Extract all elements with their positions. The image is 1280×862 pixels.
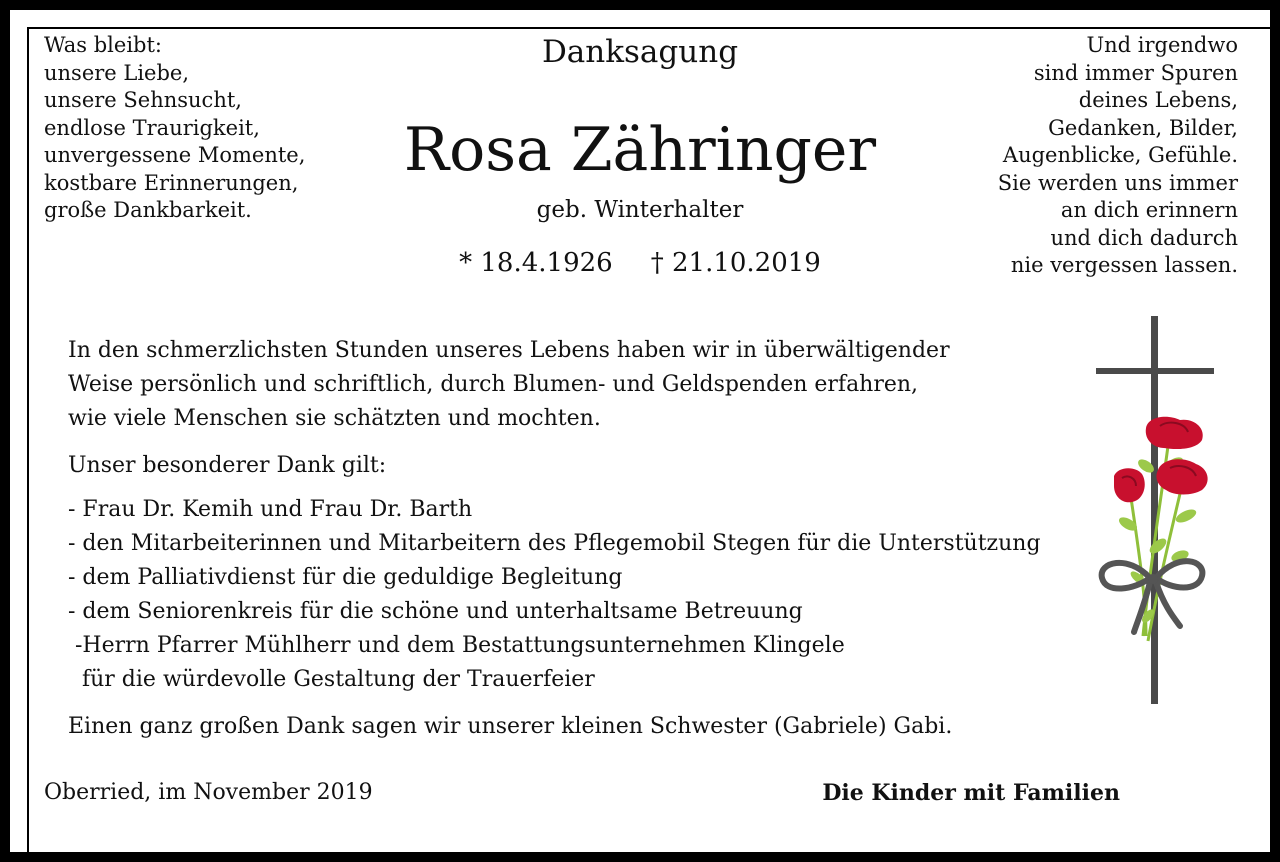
- thanks-item: - dem Palliativdienst für die geduldige Begleitung: [68, 565, 623, 590]
- deceased-name: Rosa Zähringer: [403, 115, 877, 185]
- ribbon-knot: [1148, 574, 1158, 584]
- place-date: Oberried, im November 2019: [44, 780, 373, 805]
- intro-line: In den schmerzlichsten Stunden unseres Lebens haben wir in überwältigender: [68, 338, 950, 363]
- poem-left-line: unvergessene Momente,: [44, 143, 306, 167]
- thanks-item: - den Mitarbeiterinnen und Mitarbeitern des Pflegemobil Stegen für die Unterstützung: [68, 531, 1041, 556]
- thanks-item: - dem Seniorenkreis für die schöne und unterhaltsame Betreuung: [68, 599, 803, 624]
- death-date: † 21.10.2019: [650, 248, 821, 278]
- thanks-item: - Frau Dr. Kemih und Frau Dr. Barth: [68, 497, 473, 522]
- poem-left-line: unsere Sehnsucht,: [44, 88, 242, 112]
- maiden-name: geb. Winterhalter: [536, 197, 744, 223]
- intro-line: wie viele Menschen sie schätzten und mochten.: [68, 406, 601, 431]
- poem-left-line: unsere Liebe,: [44, 60, 190, 85]
- cross-horizontal-beam: [1096, 368, 1214, 374]
- thanks-item: -Herrn Pfarrer Mühlherr und dem Bestattungsunternehmen Klingele: [68, 633, 845, 658]
- poem-right: [998, 32, 1238, 280]
- poem-left-line: große Dankbarkeit.: [44, 198, 252, 222]
- poem-left: [44, 32, 305, 225]
- poem-right-line: Gedanken, Bilder,: [1048, 115, 1238, 140]
- poem-right-line: Und irgendwo: [1086, 33, 1238, 57]
- thanks-item: für die würdevolle Gestaltung der Trauerfeier: [68, 667, 595, 692]
- life-dates: [330, 245, 950, 281]
- poem-left-line: kostbare Erinnerungen,: [44, 170, 299, 195]
- poem-right-line: deines Lebens,: [1078, 88, 1238, 112]
- heading: Danksagung: [541, 34, 739, 70]
- birth-date: * 18.4.1926: [459, 248, 613, 278]
- poem-left-line: endlose Traurigkeit,: [44, 115, 260, 140]
- poem-right-line: Sie werden uns immer: [997, 170, 1238, 195]
- signature: Die Kinder mit Familien: [822, 780, 1120, 806]
- poem-right-line: und dich dadurch: [1050, 225, 1238, 250]
- thanks-intro: Unser besonderer Dank gilt:: [68, 453, 387, 478]
- final-thanks: Einen ganz großen Dank sagen wir unserer kleinen Schwester (Gabriele) Gabi.: [68, 714, 953, 739]
- cross-vertical-beam: [1151, 316, 1158, 704]
- poem-right-line: nie vergessen lassen.: [1010, 253, 1238, 277]
- poem-right-line: Augenblicke, Gefühle.: [1002, 143, 1238, 167]
- intro-line: Weise persönlich und schriftlich, durch Blumen- und Geldspenden erfahren,: [68, 372, 919, 397]
- poem-right-line: an dich erinnern: [1060, 198, 1238, 222]
- poem-left-line: Was bleibt:: [44, 33, 162, 57]
- cross-with-roses-icon: [1088, 316, 1222, 706]
- thanks-list: [68, 493, 1041, 697]
- intro-paragraph: [68, 334, 950, 436]
- poem-right-line: sind immer Spuren: [1033, 60, 1238, 85]
